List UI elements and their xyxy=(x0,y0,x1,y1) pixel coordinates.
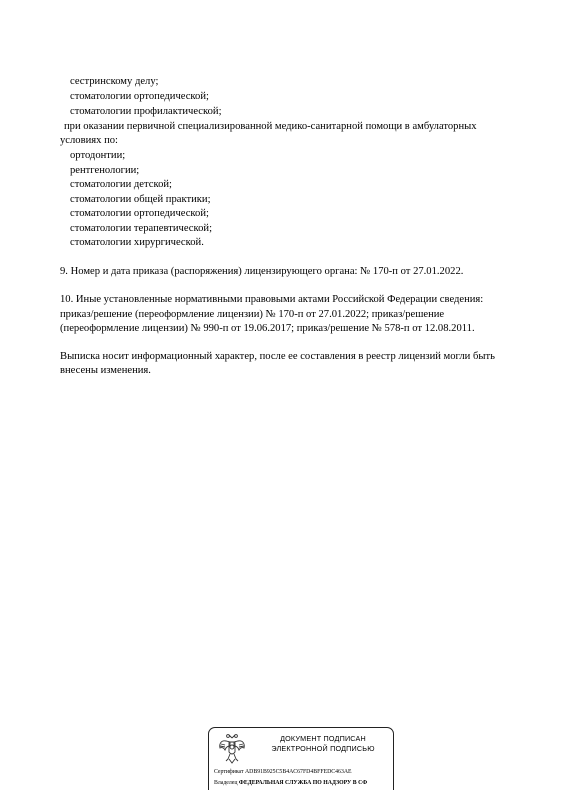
list-item: сестринскому делу; xyxy=(70,76,159,87)
list-item: стоматологии профилактической; xyxy=(70,106,222,117)
list-item: стоматологии ортопедической; xyxy=(70,208,209,219)
item-10-line: (переоформление лицензии) № 990-п от 19.06.2017; приказ/решение № 578-п от 12.08.2011. xyxy=(60,323,475,334)
certificate-value: ADB91B925C5B4AC67FD4BFFEDC463AE xyxy=(244,769,352,775)
owner-value: ФЕДЕРАЛЬНАЯ СЛУЖБА ПО НАДЗОРУ В СФ xyxy=(238,780,368,786)
certificate-line xyxy=(214,769,352,775)
care-intro-line: условиях по: xyxy=(60,135,118,146)
note-line: Выписка носит информационный характер, после ее составления в реестр лицензий могли быть xyxy=(60,351,495,362)
item-9: 9. Номер и дата приказа (распоряжения) лицензирующего органа: № 170-п от 27.01.2022. xyxy=(60,266,464,277)
list-item: стоматологии ортопедической; xyxy=(70,91,209,102)
certificate-label: Сертификат xyxy=(214,769,244,775)
list-item: стоматологии терапевтической; xyxy=(70,223,213,234)
list-item: стоматологии хирургической. xyxy=(70,237,204,248)
list-item: рентгенологии; xyxy=(70,165,140,176)
owner-label: Владелец xyxy=(214,780,238,786)
care-intro-line: при оказании первичной специализированной медико-санитарной помощи в амбулаторных xyxy=(64,121,477,132)
e-signature-stamp xyxy=(208,727,394,790)
list-item: ортодонтии; xyxy=(70,150,126,161)
stamp-title: ДОКУМЕНТ ПОДПИСАН xyxy=(280,734,366,743)
note-line: внесены изменения. xyxy=(60,365,151,376)
stamp-subtitle: ЭЛЕКТРОННОЙ ПОДПИСЬЮ xyxy=(271,744,375,753)
list-item: стоматологии общей практики; xyxy=(70,194,211,205)
list-item: стоматологии детской; xyxy=(70,179,172,190)
item-10-line: 10. Иные установленные нормативными правовыми актами Российской Федерации сведения: xyxy=(60,294,484,305)
coat-of-arms-icon xyxy=(217,732,247,766)
item-10-line: приказ/решение (переоформление лицензии) № 170-п от 27.01.2022; приказ/решение xyxy=(60,309,445,320)
owner-line xyxy=(214,780,367,786)
